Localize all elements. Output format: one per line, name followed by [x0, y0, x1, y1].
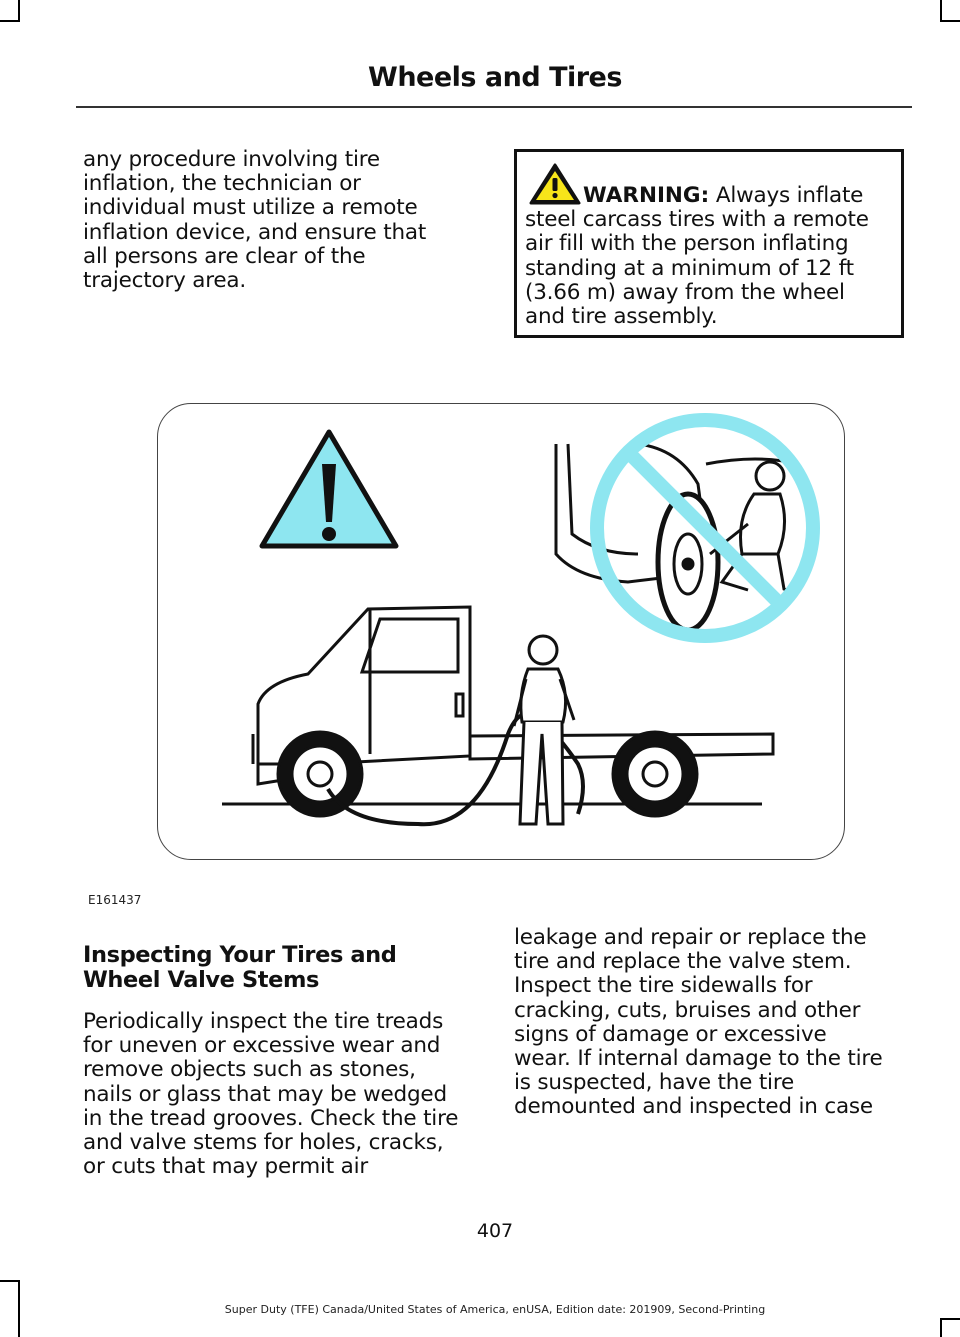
tire-inflation-illustration [157, 403, 845, 860]
crop-mark [940, 20, 960, 22]
warning-body: Always inflate steel carcass tires with a remote air fill with the person inflating standing at a minimum of 12 ft (3.66 m) away from the wheel and tire assembly. [525, 183, 869, 330]
crop-mark [0, 20, 20, 22]
crop-mark [940, 1318, 942, 1337]
section-heading: Inspecting Your Tires and Wheel Valve Stems [83, 942, 397, 993]
header-divider [76, 106, 912, 108]
crop-mark [940, 1318, 960, 1320]
warning-triangle-icon [262, 432, 396, 546]
crop-mark [18, 0, 20, 22]
illustration-canvas [158, 404, 845, 860]
footer-text: Super Duty (TFE) Canada/United States of America, enUSA, Edition date: 201909, Second-Printing [224, 1303, 766, 1316]
standing-technician [514, 636, 574, 824]
figure-code: E161437 [88, 893, 142, 907]
section-title: Wheels and Tires [368, 62, 622, 93]
page-number: 407 [476, 1220, 514, 1242]
warning-label: WARNING: [583, 183, 710, 208]
inspect-paragraph-left: Periodically inspect the tire treads for uneven or excessive wear and remove objects such as stones, nails or glass that may be wedged in the tread grooves. Check the tire and valve stems for holes, cracks, or cuts that may permit air [83, 1009, 459, 1180]
warning-box [514, 149, 904, 338]
crop-mark [940, 0, 942, 22]
intro-paragraph: any procedure involving tire inflation, the technician or individual must utilize a remote inflation device, and ensure that all persons are clear of the trajectory area. [83, 147, 427, 294]
crop-mark [0, 1280, 20, 1282]
warning-text [525, 184, 905, 329]
inspect-paragraph-right: leakage and repair or replace the tire and replace the valve stem. Inspect the tire sidewalls for cracking, cuts, bruises and other signs of damage or excessive wear. If internal damage to the tire is suspected, have the tire demounted and inspected in case [514, 925, 883, 1120]
